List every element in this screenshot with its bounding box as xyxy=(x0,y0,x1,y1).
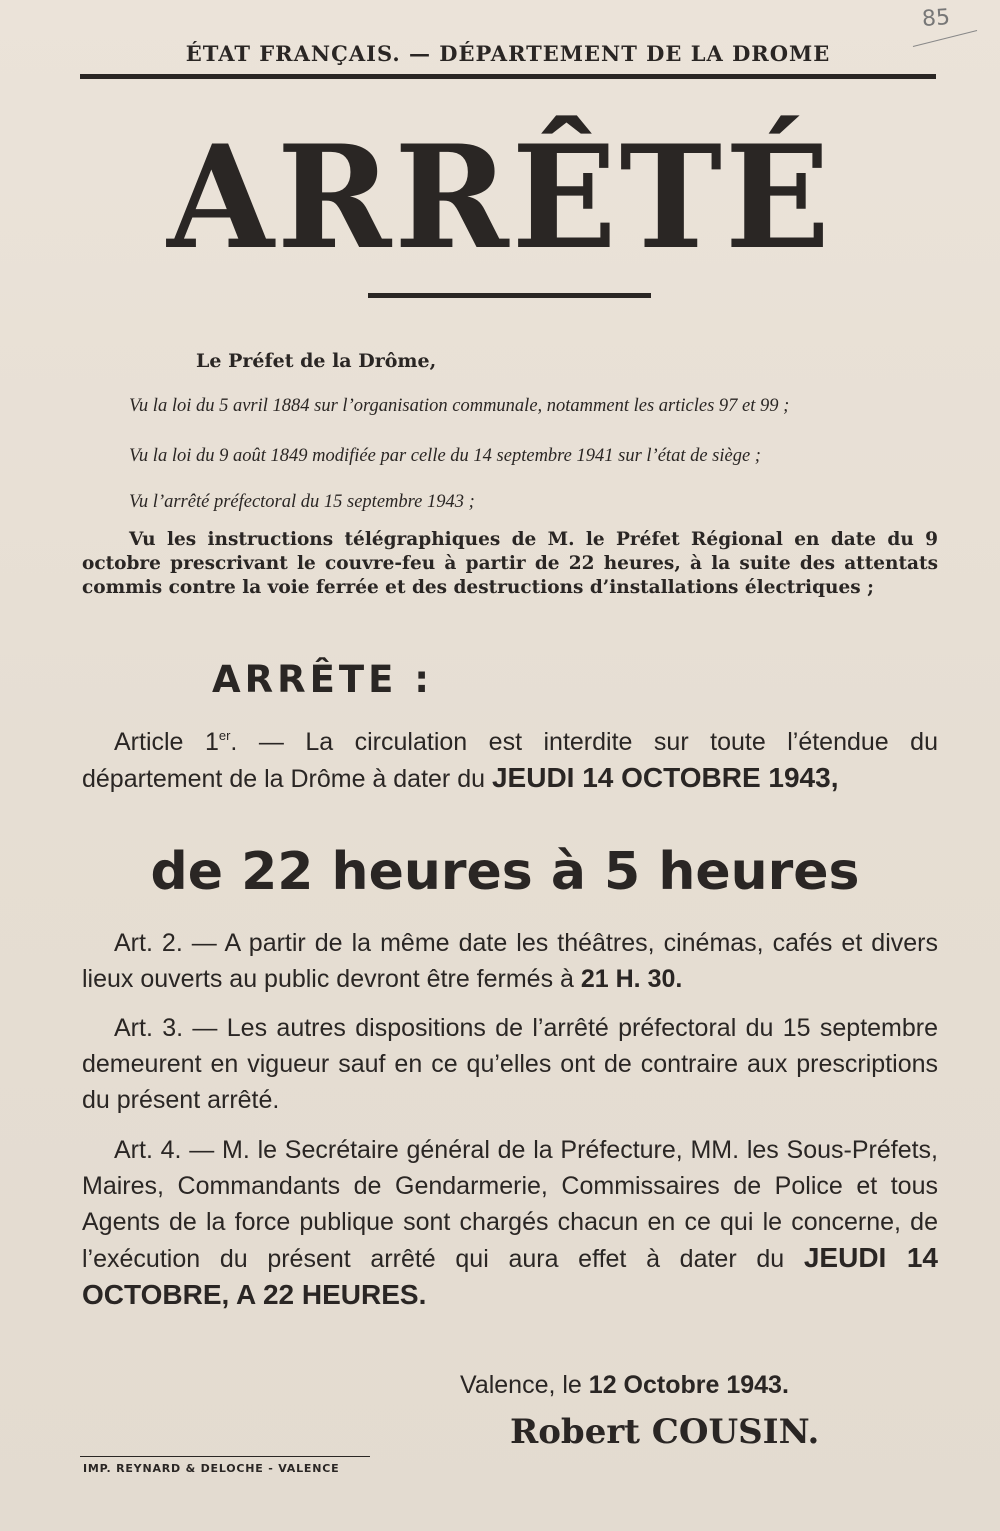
poster-header: ÉTAT FRANÇAIS. — DÉPARTEMENT DE LA DROME xyxy=(185,41,831,66)
consideration-1: Vu la loi du 5 avril 1884 sur l’organisation communale, notamment les articles 97 et 99 ; xyxy=(129,396,790,416)
article-4-date: JEUDI 14 OCTOBRE, A 22 HEURES. xyxy=(82,1242,938,1310)
consideration-3: Vu l’arrêté préfectoral du 15 septembre 1943 ; xyxy=(129,492,475,512)
arrete-heading: ARRÊTE : xyxy=(212,658,434,701)
signature-date: 12 Octobre 1943. xyxy=(588,1371,789,1399)
header-rule xyxy=(80,74,936,79)
article-3-label: Art. 3. xyxy=(114,1014,184,1042)
poster-title: ARRÊTÉ xyxy=(167,115,833,281)
title-rule xyxy=(368,293,651,298)
printer-imprint: IMP. REYNARD & DELOCHE - VALENCE xyxy=(83,1462,340,1475)
consideration-2: Vu la loi du 9 août 1849 modifiée par celle du 14 septembre 1941 sur l’état de siège ; xyxy=(129,446,761,466)
article-4 xyxy=(82,1132,938,1314)
article-4-label: Art. 4. xyxy=(114,1136,182,1164)
article-4-text: — M. le Secrétaire général de la Préfecture, MM. les Sous-Préfets, Maires, Commandants de Gendarmerie, Commissaires de Police et tous Agents de la force publique sont chargés chacun en ce qui le concerne, de l’exécution du présent arrêté qui aura effet à dater du xyxy=(82,1136,939,1273)
article-3-text: — Les autres dispositions de l’arrêté préfectoral du 15 septembre demeurent en vigueur sauf en ce qu’elles ont de contraire aux prescriptions du présent arrêté. xyxy=(82,1014,939,1114)
article-3 xyxy=(82,1010,938,1118)
article-2-text: — A partir de la même date les théâtres, cinémas, cafés et divers lieux ouverts au public devront être fermés à xyxy=(82,929,938,993)
imprint-rule xyxy=(80,1456,370,1457)
archive-reference-number: 85 xyxy=(921,5,951,32)
article-1-label: Article 1er xyxy=(114,728,231,756)
consideration-4: Vu les instructions télégraphiques de M. le Préfet Régional en date du 9 octobre prescrivant le couvre-feu à partir de 22 heures, à la suite des attentats commis contre la voie ferrée et des destructions d’installations électriques ; xyxy=(82,529,938,598)
curfew-hours: de 22 heures à 5 heures xyxy=(150,842,860,902)
article-2 xyxy=(82,925,938,997)
signature-place: Valence, le xyxy=(460,1371,589,1399)
article-1 xyxy=(82,718,938,797)
article-1-text: . — La circulation est interdite sur toute l’étendue du département de la Drôme à dater du xyxy=(82,728,938,793)
article-2-time: 21 H. 30. xyxy=(580,965,683,993)
prefet-line: Le Préfet de la Drôme, xyxy=(196,350,437,372)
signatory-name: Robert COUSIN. xyxy=(510,1412,820,1452)
article-1-date: JEUDI 14 OCTOBRE 1943, xyxy=(491,762,839,793)
article-2-label: Art. 2. xyxy=(114,929,183,957)
signature-place-date xyxy=(460,1367,789,1403)
